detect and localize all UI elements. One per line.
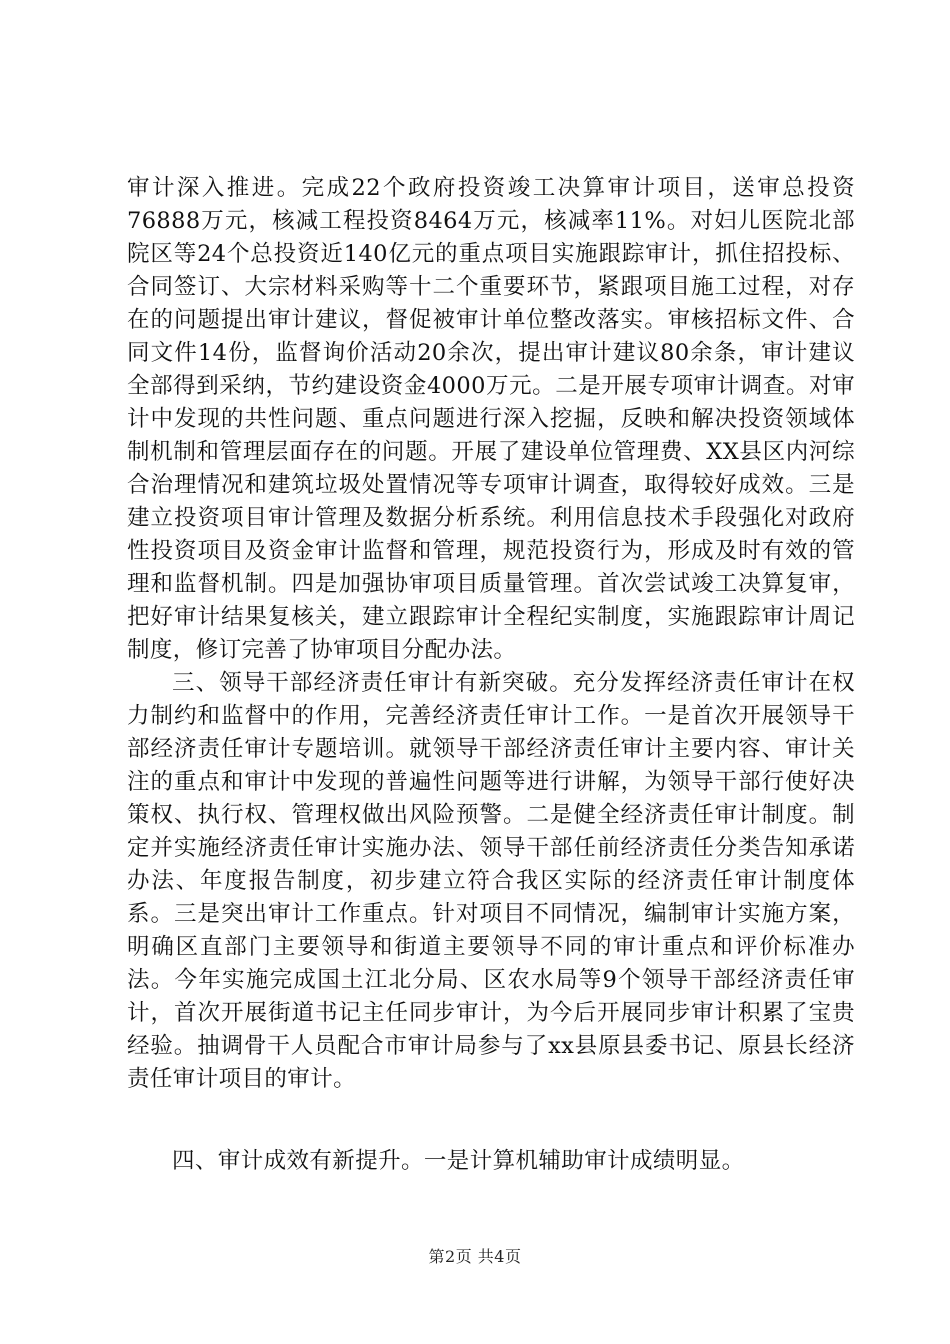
paragraph-continuation: 审计深入推进。完成22个政府投资竣工决算审计项目，送审总投资76888万元，核减工程投资8464万元，核减率11%。对妇儿医院北部院区等24个总投资近140亿元的重点项目实施跟踪审计，抓住招投标、合同签订、大宗材料采购等十二个重要环节，紧跟项目施工过程，对存在的问题提出审计建议，督促被审计单位整改落实。审核招标文件、合同文件14份，监督询价活动20余次，提出审计建议80余条，审计建议全部得到采纳，节约建设资金4000万元。二是开展专项审计调查。对审计中发现的共性问题、重点问题进行深入挖掘，反映和解决投资领域体制机制和管理层面存在的问题。开展了建设单位管理费、XX县区内河综合治理情况和建筑垃圾处置情况等专项审计调查，取得较好成效。三是建立投资项目审计管理及数据分析系统。利用信息技术手段强化对政府性投资项目及资金审计监督和管理，规范投资行为，形成及时有效的管理和监督机制。四是加强协审项目质量管理。首次尝试竣工决算复审，把好审计结果复核关，建立跟踪审计全程纪实制度，实施跟踪审计周记制度，修订完善了协审项目分配办法。 — [127, 175, 855, 663]
document-body — [127, 172, 855, 1178]
paragraph-section-four: 四、审计成效有新提升。一是计算机辅助审计成绩明显。 — [172, 1148, 745, 1174]
paragraph-section-three: 三、领导干部经济责任审计有新突破。充分发挥经济责任审计在权力制约和监督中的作用，完善经济责任审计工作。一是首次开展领导干部经济责任审计专题培训。就领导干部经济责任审计主要内容、审计关注的重点和审计中发现的普遍性问题等进行讲解，为领导干部行使好决策权、执行权、管理权做出风险预警。二是健全经济责任审计制度。制定并实施经济责任审计实施办法、领导干部任前经济责任分类告知承诺办法、年度报告制度，初步建立符合我区实际的经济责任审计制度体系。三是突出审计工作重点。针对项目不同情况，编制审计实施方案，明确区直部门主要领导和街道主要领导不同的审计重点和评价标准办法。今年实施完成国土江北分局、区农水局等9个领导干部经济责任审计，首次开展街道书记主任同步审计，为今后开展同步审计积累了宝贵经验。抽调骨干人员配合市审计局参与了xx县原县委书记、原县长经济责任审计项目的审计。 — [127, 670, 855, 1092]
page-footer: 第2页 共4页 — [428, 1247, 522, 1266]
